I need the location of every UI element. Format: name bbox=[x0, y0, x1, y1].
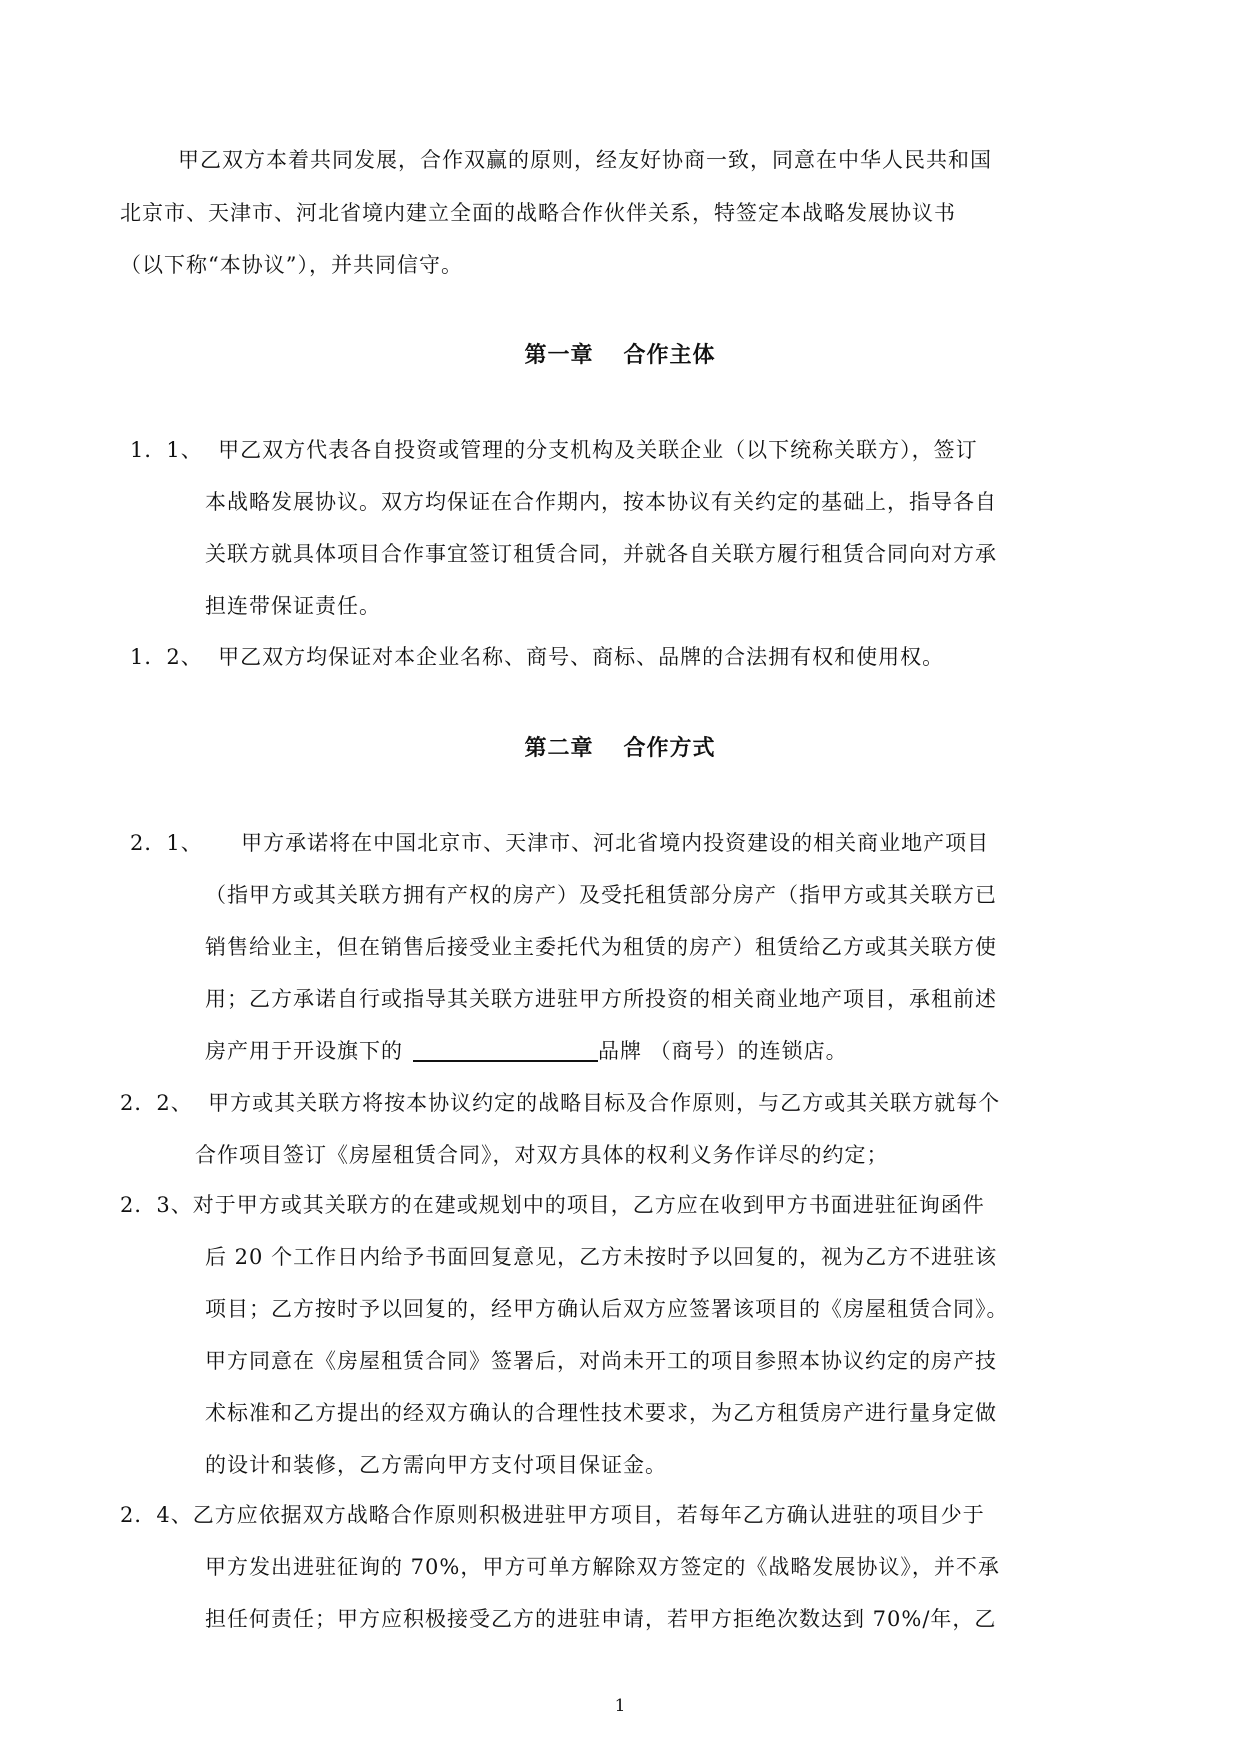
clause-line: 的设计和装修，乙方需向甲方支付项目保证金。 bbox=[205, 1453, 667, 1477]
clause-number: 2．3、 bbox=[120, 1193, 193, 1217]
clause-line: 甲方发出进驻征询的 70%，甲方可单方解除双方签定的《战略发展协议》，并不承 bbox=[205, 1555, 1000, 1579]
clause-text: 甲方承诺将在中国北京市、天津市、河北省境内投资建设的相关商业地产项目 bbox=[241, 831, 990, 855]
clause-number: 2．1、 bbox=[130, 831, 203, 855]
clause-line: 合作项目签订《房屋租赁合同》，对双方具体的权利义务作详尽的约定； bbox=[195, 1143, 889, 1167]
clause-text: 甲乙双方均保证对本企业名称、商号、商标、品牌的合法拥有权和使用权。 bbox=[218, 645, 945, 669]
clause-line: 担连带保证责任。 bbox=[205, 594, 381, 618]
clause-line: （指甲方或其关联方拥有产权的房产）及受托租赁部分房产（指甲方或其关联方已 bbox=[205, 883, 997, 907]
clause-line bbox=[130, 828, 989, 858]
clause-text: 房产用于开设旗下的 bbox=[205, 1039, 403, 1063]
clause-number: 1．2、 bbox=[130, 645, 203, 669]
clause-text: 对于甲方或其关联方的在建或规划中的项目，乙方应在收到甲方书面进驻征询函件 bbox=[192, 1193, 985, 1217]
clause-line: 术标准和乙方提出的经双方确认的合理性技术要求，为乙方租赁房产进行量身定做 bbox=[205, 1401, 997, 1425]
clause-line: 本战略发展协议。双方均保证在合作期内，按本协议有关约定的基础上，指导各自 bbox=[205, 490, 997, 514]
clause-text: 甲方或其关联方将按本协议约定的战略目标及合作原则，与乙方或其关联方就每个 bbox=[208, 1091, 1001, 1115]
intro-line: 北京市、天津市、河北省境内建立全面的战略合作伙伴关系，特签定本战略发展协议书 bbox=[120, 201, 956, 225]
chapter-heading bbox=[0, 733, 1240, 763]
clause-line: 用；乙方承诺自行或指导其关联方进驻甲方所投资的相关商业地产项目，承租前述 bbox=[205, 987, 997, 1011]
chapter-title: 合作方式 bbox=[623, 735, 716, 761]
clause-line: 销售给业主，但在销售后接受业主委托代为租赁的房产）租赁给乙方或其关联方使 bbox=[205, 935, 997, 959]
page-number: 1 bbox=[614, 1696, 626, 1716]
intro-line: 甲乙双方本着共同发展，合作双赢的原则，经友好协商一致，同意在中华人民共和国 bbox=[178, 148, 992, 172]
chapter-number: 第一章 bbox=[524, 342, 594, 368]
clause-line: 关联方就具体项目合作事宜签订租赁合同，并就各自关联方履行租赁合同向对方承 bbox=[205, 542, 997, 566]
clause-line bbox=[120, 1088, 1000, 1118]
chapter-heading bbox=[0, 340, 1240, 370]
clause-number: 2．2、 bbox=[120, 1091, 193, 1115]
clause-line bbox=[120, 1190, 985, 1220]
clause-line: 担任何责任；甲方应积极接受乙方的进驻申请，若甲方拒绝次数达到 70%/年，乙 bbox=[205, 1607, 997, 1631]
clause-line bbox=[205, 1036, 848, 1066]
clause-number: 1．1、 bbox=[130, 438, 203, 462]
clause-line: 项目；乙方按时予以回复的，经甲方确认后双方应签署该项目的《房屋租赁合同》。 bbox=[205, 1297, 1009, 1321]
chapter-title: 合作主体 bbox=[623, 342, 716, 368]
clause-number: 2．4、 bbox=[120, 1503, 193, 1527]
chapter-number: 第二章 bbox=[524, 735, 594, 761]
brand-blank-line bbox=[413, 1038, 598, 1062]
clause-text: 甲乙双方代表各自投资或管理的分支机构及关联企业（以下统称关联方），签订 bbox=[218, 438, 978, 462]
clause-line bbox=[120, 1500, 985, 1530]
intro-line: （以下称“本协议”），并共同信守。 bbox=[120, 253, 463, 277]
clause-line: 甲方同意在《房屋租赁合同》签署后，对尚未开工的项目参照本协议约定的房产技 bbox=[205, 1349, 997, 1373]
clause-text: 乙方应依据双方战略合作原则积极进驻甲方项目，若每年乙方确认进驻的项目少于 bbox=[192, 1503, 985, 1527]
clause-text: 品牌 （商号）的连锁店。 bbox=[598, 1039, 848, 1063]
clause-line: 后 20 个工作日内给予书面回复意见，乙方未按时予以回复的，视为乙方不进驻该 bbox=[205, 1245, 998, 1269]
clause-line bbox=[130, 435, 978, 465]
clause-line bbox=[130, 642, 944, 672]
